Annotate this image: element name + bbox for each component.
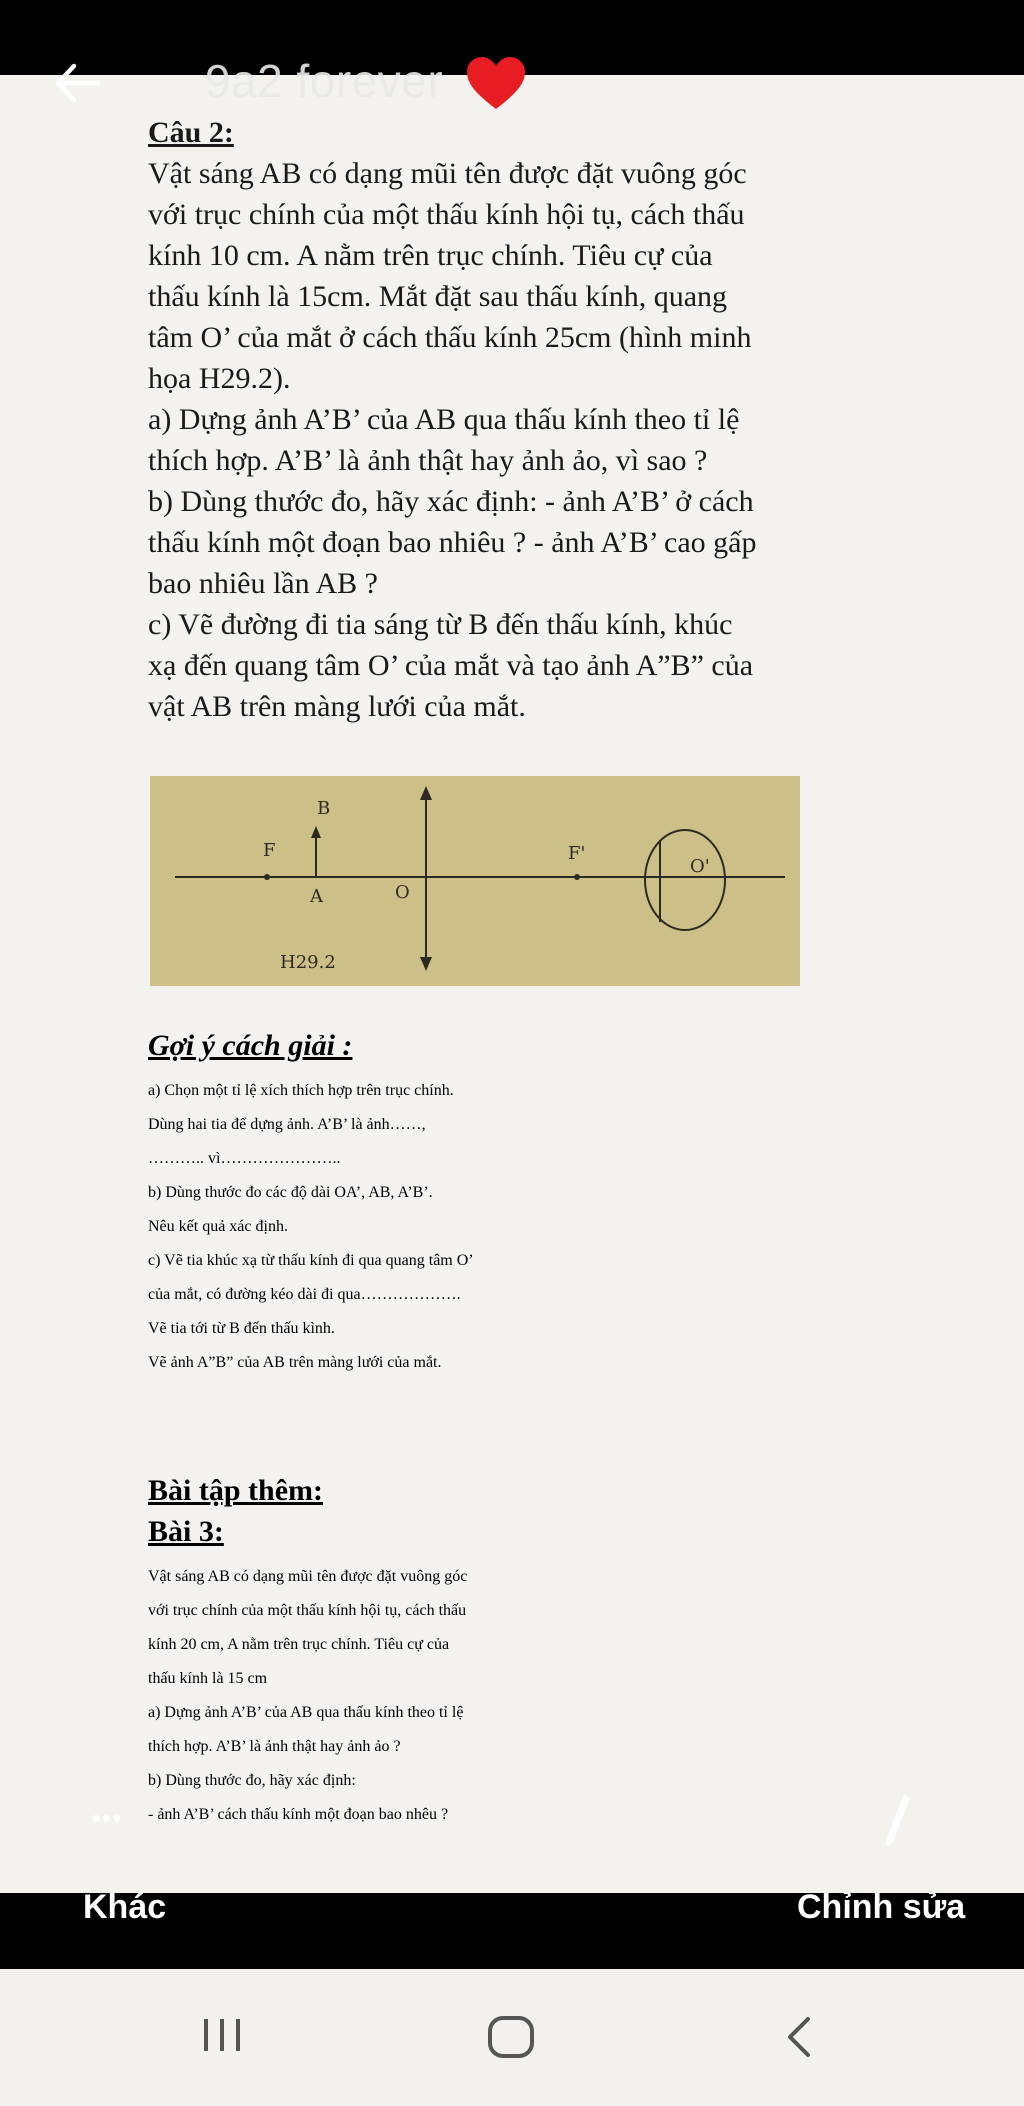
extra-heading: Bài tập thêm: bbox=[148, 1474, 323, 1507]
question2-line: tâm O’ của mắt ở cách thấu kính 25cm (hình minh bbox=[148, 321, 752, 354]
hint-heading-text: Gợi ý cách giải : bbox=[148, 1029, 353, 1062]
exercise-3-heading: Bài 3: bbox=[148, 1515, 224, 1548]
back-icon[interactable] bbox=[782, 2015, 818, 2059]
question2-line: c) Vẽ đường đi tia sáng từ B đến thấu kính, khúc bbox=[148, 608, 733, 641]
hint-line: Vẽ tia tới từ B đến thấu kình. bbox=[148, 1320, 335, 1337]
hint-line: Nêu kết quả xác định. bbox=[148, 1218, 288, 1235]
question-2-heading: Câu 2: bbox=[148, 116, 234, 149]
extra-line: a) Dựng ảnh A’B’ của AB qua thấu kính theo tỉ lệ bbox=[148, 1704, 464, 1721]
arrow-left-icon[interactable] bbox=[50, 58, 110, 108]
heart-icon bbox=[465, 55, 527, 111]
recents-icon[interactable] bbox=[200, 2015, 244, 2055]
question2-line: bao nhiêu lần AB ? bbox=[148, 567, 378, 600]
hint-line: a) Chọn một tỉ lệ xích thích hợp trên trục chính. bbox=[148, 1082, 454, 1099]
question2-line: Vật sáng AB có dạng mũi tên được đặt vuông góc bbox=[148, 157, 747, 190]
label-a: A bbox=[310, 886, 323, 907]
extra-line: thích hợp. A’B’ là ảnh thật hay ảnh ảo ? bbox=[148, 1738, 401, 1755]
question-2-body bbox=[148, 153, 878, 727]
hint-body bbox=[148, 1082, 878, 1372]
edit-button[interactable]: Chỉnh sửa bbox=[797, 1888, 966, 1926]
extra-line: với trục chính của một thấu kính hội tụ, cách thấu bbox=[148, 1602, 467, 1619]
focal-point-f bbox=[264, 874, 270, 880]
more-dots: ••• bbox=[92, 1805, 124, 1832]
question2-line: a) Dựng ảnh A’B’ của AB qua thấu kính theo tỉ lệ bbox=[148, 403, 740, 436]
hint-line: c) Vẽ tia khúc xạ từ thấu kính đi qua quang tâm O’ bbox=[148, 1252, 474, 1269]
question2-line: vật AB trên màng lưới của mắt. bbox=[148, 690, 526, 723]
hint-line: b) Dùng thước đo các độ dài OA’, AB, A’B’. bbox=[148, 1184, 433, 1201]
hint-line: Dùng hai tia để dựng ảnh. A’B’ là ảnh……, bbox=[148, 1116, 426, 1133]
hint-line: Vẽ ảnh A”B” của AB trên màng lưới của mắt. bbox=[148, 1354, 442, 1371]
lens-diagram bbox=[150, 776, 800, 986]
question2-line: kính 10 cm. A nằm trên trục chính. Tiêu cự của bbox=[148, 239, 713, 272]
label-o-prime: O' bbox=[690, 856, 710, 877]
extra-line: - ảnh A’B’ cách thấu kính một đoạn bao nhêu ? bbox=[148, 1806, 449, 1823]
extra-section bbox=[148, 1470, 878, 1840]
extra-line: Vật sáng AB có dạng mũi tên được đặt vuông góc bbox=[148, 1568, 468, 1585]
figure-h29-2 bbox=[150, 776, 800, 986]
question2-line: thích hợp. A’B’ là ảnh thật hay ảnh ảo, vì sao ? bbox=[148, 444, 708, 477]
question2-line: xạ đến quang tâm O’ của mắt và tạo ảnh A”B” của bbox=[148, 649, 754, 682]
pencil-icon[interactable] bbox=[882, 1790, 912, 1850]
document-text bbox=[148, 112, 878, 727]
question2-line: thấu kính là 15cm. Mắt đặt sau thấu kính, quang bbox=[148, 280, 728, 313]
figure-background bbox=[150, 776, 800, 986]
hint-section bbox=[148, 1025, 878, 1388]
exercise-3-body bbox=[148, 1568, 878, 1824]
focal-point-f-prime bbox=[574, 874, 580, 880]
question2-line: họa H29.2). bbox=[148, 362, 291, 395]
extra-line: thấu kính là 15 cm bbox=[148, 1670, 268, 1687]
extra-line: b) Dùng thước đo, hãy xác định: bbox=[148, 1772, 356, 1789]
hint-line: ……….. vì………………….. bbox=[148, 1150, 341, 1167]
extra-line: kính 20 cm, A nằm trên trục chính. Tiêu cự của bbox=[148, 1636, 450, 1653]
label-o: O bbox=[395, 882, 410, 903]
label-f: F bbox=[263, 840, 276, 861]
label-f-prime: F' bbox=[568, 843, 586, 864]
figure-caption: H29.2 bbox=[280, 952, 336, 973]
question2-line: thấu kính một đoạn bao nhiêu ? - ảnh A’B’ cao gấp bbox=[148, 526, 757, 559]
label-b: B bbox=[317, 798, 331, 819]
home-icon[interactable] bbox=[486, 2015, 536, 2059]
other-button[interactable]: Khác bbox=[83, 1888, 167, 1926]
question2-line: với trục chính của một thấu kính hội tụ, cách thấu bbox=[148, 198, 745, 231]
hint-line: của mắt, có đường kéo dài đi qua………………. bbox=[148, 1286, 461, 1303]
conversation-title: 9a2 forever bbox=[205, 55, 444, 107]
hint-heading bbox=[148, 1025, 878, 1066]
question2-line: b) Dùng thước đo, hãy xác định: - ảnh A’B’ ở cách bbox=[148, 485, 754, 518]
